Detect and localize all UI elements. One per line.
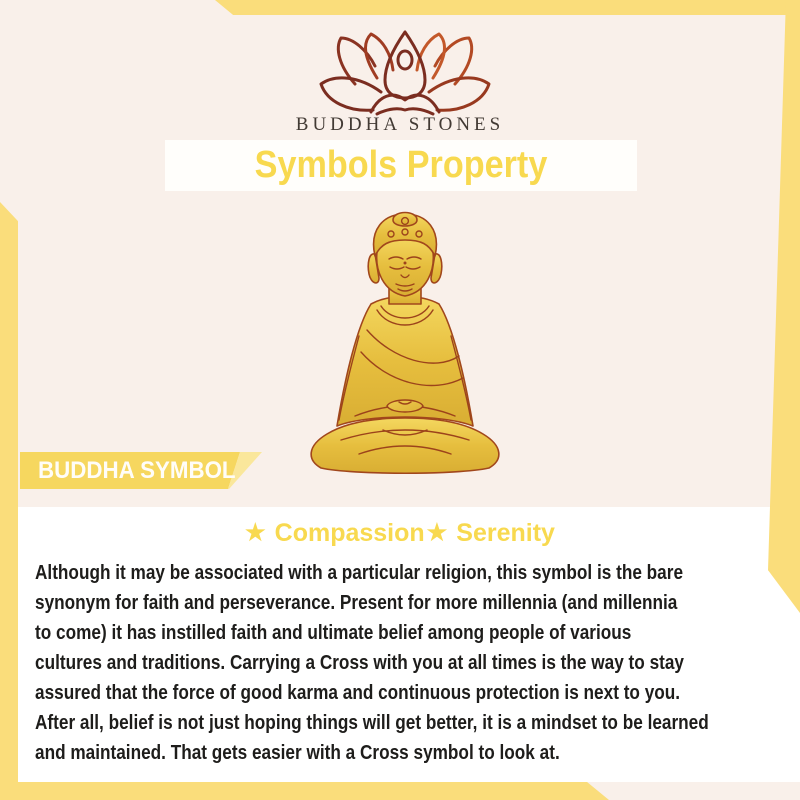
body-line: synonym for faith and perseverance. Present for more millennia (and millennia [35, 592, 678, 614]
title-banner [165, 140, 637, 191]
ribbon-label: BUDDHA SYMBOL [38, 457, 236, 484]
top-accent-bar [215, 0, 800, 15]
body-line: After all, belief is not just hoping things will get better, it is a mindset to be learned [35, 712, 709, 734]
features-line [0, 519, 800, 548]
lotus-meditation-logo-icon [312, 26, 498, 118]
buddha-symbol-ribbon [20, 452, 270, 489]
bottom-accent-bar [0, 782, 609, 800]
star-icon: ★ [426, 519, 448, 545]
star-icon: ★ [245, 519, 266, 545]
body-line: Although it may be associated with a particular religion, this symbol is the bare [35, 562, 684, 584]
body-line: and maintained. That gets easier with a Cross symbol to look at. [35, 742, 560, 764]
body-line: cultures and traditions. Carrying a Cross with you at all times is the way to stay [35, 652, 684, 674]
feature-compassion: Compassion [274, 519, 425, 547]
body-line: assured that the force of good karma and continuous protection is next to you. [35, 682, 681, 704]
brand-name: BUDDHA STONES [295, 114, 505, 135]
feature-serenity: Serenity [456, 519, 555, 547]
body-line: to come) it has instilled faith and ultimate belief among people of various [35, 622, 632, 644]
left-accent-bar [0, 202, 18, 800]
page-title: Symbols Property [254, 144, 548, 186]
description-paragraph [35, 558, 795, 768]
golden-buddha-illustration [297, 208, 513, 474]
